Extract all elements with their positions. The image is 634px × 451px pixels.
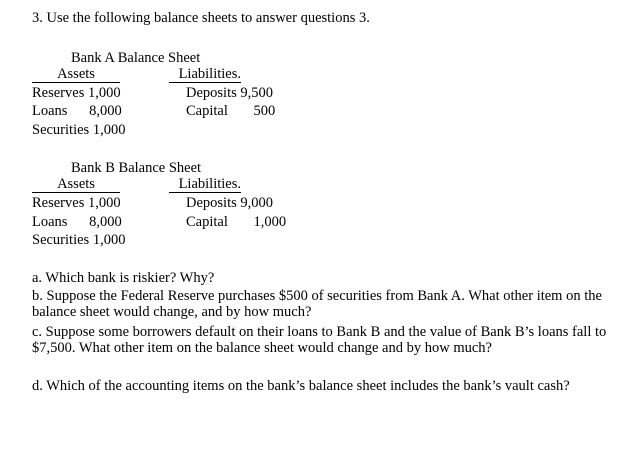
bank-a-liability-capital (186, 103, 275, 119)
bank-b-liability-capital (186, 214, 286, 230)
bank-b-asset-securities (32, 232, 125, 248)
liability-value: 500 (253, 103, 276, 119)
question-heading: 3. Use the following balance sheets to answer questions 3. (32, 10, 370, 26)
liability-value: 9,000 (240, 195, 273, 211)
bank-b-asset-reserves (32, 195, 121, 211)
liability-value: 9,500 (240, 85, 273, 101)
bank-a-title: Bank A Balance Sheet (71, 50, 201, 66)
assets-header-label: Assets (32, 176, 120, 193)
question-part-c: c. Suppose some borrowers default on their loans to Bank B and the value of Bank B’s loans fall to $7,500. What other item on the balance sheet would change and by how much? (32, 324, 607, 356)
liability-label: Deposits (186, 195, 237, 211)
asset-value: 1,000 (87, 85, 121, 101)
assets-header-label: Assets (32, 66, 120, 83)
question-part-b: b. Suppose the Federal Reserve purchases $500 of securities from Bank A. What other item on the balance sheet would change, and by how much? (32, 288, 602, 320)
bank-a-asset-loans (32, 103, 122, 119)
liability-label: Capital (186, 214, 228, 230)
question-part-a: a. Which bank is riskier? Why? (32, 270, 215, 286)
bank-a-asset-reserves (32, 85, 121, 101)
asset-label: Loans (32, 214, 68, 230)
asset-label: Loans (32, 103, 68, 119)
asset-value: 1,000 (87, 195, 121, 211)
bank-a-assets-header (32, 66, 120, 83)
asset-label: Securities (32, 122, 90, 138)
bank-a-liability-deposits (186, 85, 273, 101)
bank-b-liability-deposits (186, 195, 273, 211)
asset-value: 8,000 (89, 214, 122, 230)
bank-b-asset-loans (32, 214, 122, 230)
liability-label: Capital (186, 103, 228, 119)
bank-b-liabilities-header (169, 176, 241, 193)
bank-b-title: Bank B Balance Sheet (71, 160, 202, 176)
asset-value: 8,000 (89, 103, 122, 119)
question-part-d: d. Which of the accounting items on the bank’s balance sheet includes the bank’s vault cash? (32, 378, 570, 394)
liabilities-header-label: Liabilities. (169, 176, 241, 193)
bank-a-liabilities-header (169, 66, 241, 83)
asset-label: Reserves (32, 85, 85, 101)
asset-value: 1,000 (92, 232, 126, 248)
bank-a-asset-securities (32, 122, 125, 138)
asset-label: Securities (32, 232, 90, 248)
liability-label: Deposits (186, 85, 237, 101)
liabilities-header-label: Liabilities. (169, 66, 241, 83)
liability-value: 1,000 (253, 214, 287, 230)
bank-b-assets-header (32, 176, 120, 193)
asset-label: Reserves (32, 195, 85, 211)
asset-value: 1,000 (92, 122, 126, 138)
